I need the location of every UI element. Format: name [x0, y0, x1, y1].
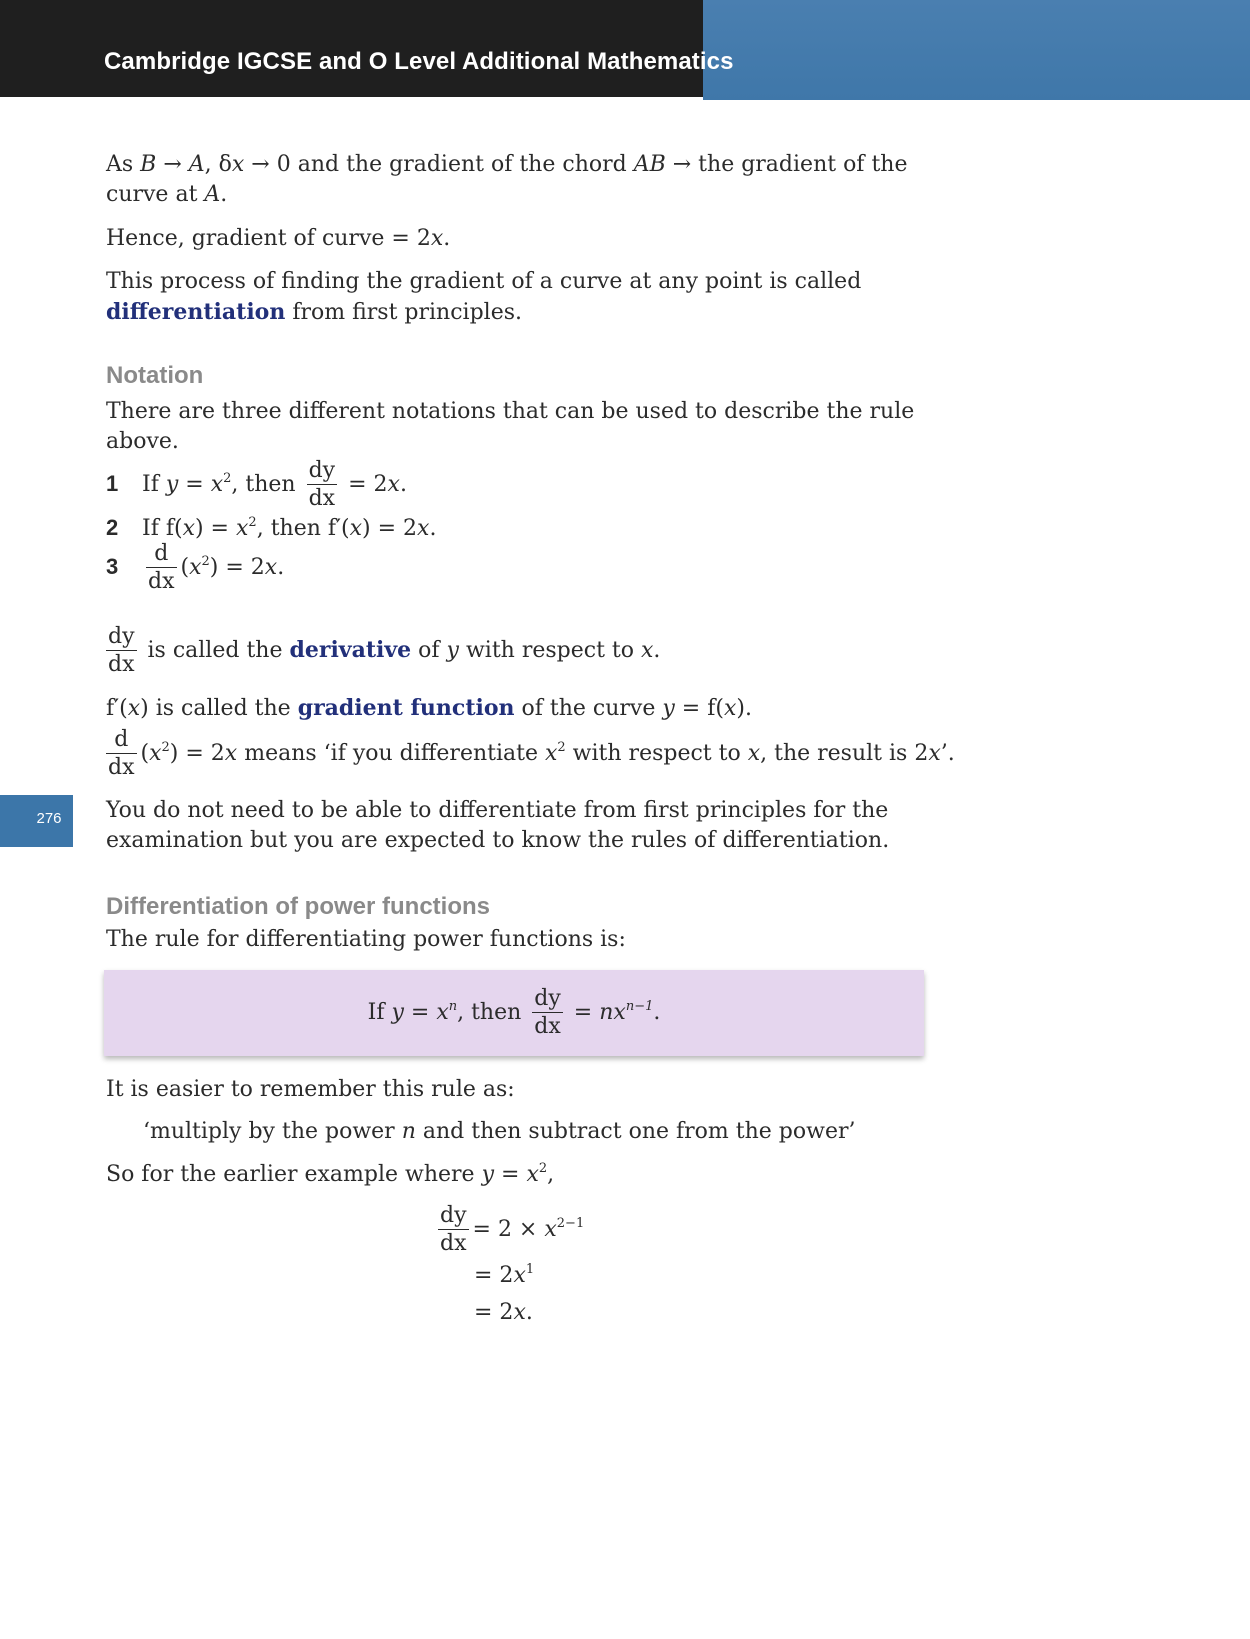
- example-sentence: So for the earlier example where $y = x^2$,: [106, 1161, 555, 1187]
- notation-intro-cont: above.: [106, 429, 179, 454]
- dy-dx-fraction: $\frac{dy}{dx}$: [440, 1203, 467, 1256]
- item-number: 3: [106, 554, 119, 579]
- meaning-sentence: $\frac{d}{dx}$ $(x^2) = 2x$ means ‘if you differentiate $x^2$ with respect to x, the result is 2x’.: [108, 727, 955, 780]
- gradient-function-definition: f′(x) is called the gradient function of the curve y = f(x).: [106, 695, 752, 721]
- notation-intro: There are three different notations that can be used to describe the rule: [106, 399, 915, 424]
- book-title: Cambridge IGCSE and O Level Additional Mathematics: [104, 48, 734, 75]
- worked-step-1: $\frac{dy}{dx}$ = $2 \times x^{2-1}$: [440, 1203, 585, 1256]
- worked-step-3: = 2x.: [474, 1300, 533, 1325]
- derivative-definition: $\frac{dy}{dx}$ is called the derivative of y with respect to x.: [108, 624, 661, 677]
- header-accent-bar: [703, 0, 1250, 100]
- d-dx-operator: $\frac{d}{dx}$: [148, 541, 175, 594]
- remember-sentence: It is easier to remember this rule as:: [106, 1077, 515, 1102]
- d-dx-operator: $\frac{d}{dx}$: [108, 727, 135, 780]
- hence-sentence: Hence, gradient of curve = 2x.: [106, 226, 451, 251]
- power-functions-heading: Differentiation of power functions: [106, 893, 490, 920]
- process-sentence: This process of finding the gradient of a curve at any point is called: [106, 269, 862, 294]
- worked-step-2: = $2x^1$: [474, 1262, 535, 1288]
- limit-sentence-cont: curve at A.: [106, 182, 228, 207]
- item-number: 1: [106, 471, 119, 496]
- dy-dx-fraction: $\frac{dy}{dx}$: [308, 458, 336, 511]
- process-sentence-cont: differentiation from first principles.: [106, 299, 522, 325]
- keyword-differentiation: differentiation: [106, 299, 286, 325]
- exam-note: You do not need to be able to differentiate from first principles for the: [106, 798, 889, 823]
- page-number: 276: [36, 810, 62, 827]
- dy-dx-fraction: $\frac{dy}{dx}$: [108, 624, 135, 677]
- remember-quote: ‘multiply by the power n and then subtract one from the power’: [143, 1119, 856, 1144]
- power-rule-formula: If $y = x^n$, then $\frac{dy}{dx}$ = $nx^{n-1}$.: [367, 986, 661, 1039]
- limit-sentence: As B → A, δx → 0 and the gradient of the chord AB → the gradient of the: [106, 152, 908, 177]
- keyword-gradient-function: gradient function: [297, 695, 515, 721]
- notation-item-2: 2 If $f(x) = x^2$, then f′(x) = 2x.: [106, 515, 437, 541]
- power-rule-box: [104, 970, 924, 1056]
- item-number: 2: [106, 515, 119, 540]
- notation-heading: Notation: [106, 362, 204, 389]
- dy-dx-fraction: $\frac{dy}{dx}$: [534, 986, 561, 1039]
- notation-item-1: 1 If $y = x^2$, then $\frac{dy}{dx}$ = 2x.: [106, 458, 407, 511]
- exam-note-cont: examination but you are expected to know the rules of differentiation.: [106, 828, 890, 853]
- keyword-derivative: derivative: [289, 637, 412, 663]
- power-rule-intro: The rule for differentiating power functions is:: [106, 927, 626, 952]
- notation-item-3: 3 $\frac{d}{dx}$ $(x^2) = 2x$.: [106, 541, 285, 594]
